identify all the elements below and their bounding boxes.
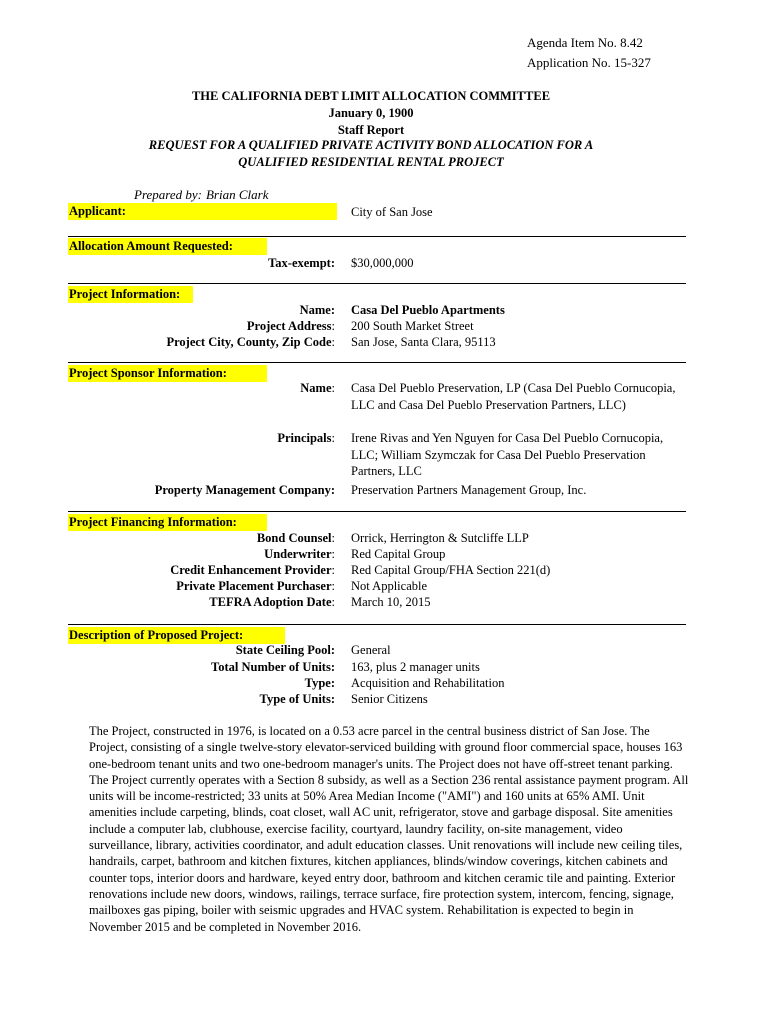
state-ceiling-pool-value: General <box>351 643 391 657</box>
project-address-value: 200 South Market Street <box>351 319 474 333</box>
underwriter-label: Underwriter: <box>264 547 335 561</box>
project-name-value: Casa Del Pueblo Apartments <box>351 303 505 317</box>
project-city-label: Project City, County, Zip Code: <box>166 335 335 349</box>
section-divider <box>68 283 686 284</box>
sponsor-name-label: Name: <box>300 381 335 395</box>
private-placement-value: Not Applicable <box>351 579 428 593</box>
underwriter-value: Red Capital Group <box>351 547 446 561</box>
applicant-value: City of San Jose <box>351 205 433 219</box>
credit-enhancement-label: Credit Enhancement Provider: <box>170 563 335 577</box>
tax-exempt-label: Tax-exempt: <box>268 256 335 270</box>
project-type-value: Acquisition and Rehabilitation <box>351 676 505 690</box>
request-title-line2: QUALIFIED RESIDENTIAL RENTAL PROJECT <box>238 155 504 169</box>
section-divider <box>68 362 686 363</box>
principals-label: Principals: <box>277 431 335 445</box>
bond-counsel-label: Bond Counsel: <box>256 531 335 545</box>
bond-counsel-value: Orrick, Herrington & Sutcliffe LLP <box>351 531 529 545</box>
total-units-label: Total Number of Units: <box>211 660 335 674</box>
tax-exempt-value: $30,000,000 <box>351 256 414 270</box>
report-date: January 0, 1900 <box>328 106 414 120</box>
credit-enhancement-value: Red Capital Group/FHA Section 221(d) <box>351 563 551 577</box>
project-info-heading: Project Information: <box>68 286 193 303</box>
allocation-heading: Allocation Amount Requested: <box>68 238 267 255</box>
section-divider <box>68 236 686 237</box>
request-title-line1: REQUEST FOR A QUALIFIED PRIVATE ACTIVITY BOND ALLOCATION FOR A <box>148 138 594 152</box>
property-management-label: Property Management Company: <box>154 483 335 497</box>
project-city-value: San Jose, Santa Clara, 95113 <box>351 335 496 349</box>
prepared-by <box>134 187 268 203</box>
total-units-value: 163, plus 2 manager units <box>351 660 480 674</box>
unit-type-value: Senior Citizens <box>351 692 428 706</box>
project-type-label: Type: <box>304 676 335 690</box>
applicant-heading: Applicant: <box>68 203 337 220</box>
principals-value: Irene Rivas and Yen Nguyen for Casa Del Pueblo Cornucopia, LLC; William Szymczak for Casa Del Pueblo Preservation Partners, LLC <box>351 431 664 478</box>
unit-type-label: Type of Units: <box>259 692 335 706</box>
section-divider <box>68 511 686 512</box>
agenda-item-number: Agenda Item No. 8.42 <box>527 35 643 50</box>
section-divider <box>68 624 686 625</box>
project-name-label: Name: <box>299 303 335 317</box>
state-ceiling-pool-label: State Ceiling Pool: <box>235 643 335 657</box>
tefra-date-label: TEFRA Adoption Date: <box>209 595 335 609</box>
private-placement-label: Private Placement Purchaser: <box>176 579 335 593</box>
financing-heading: Project Financing Information: <box>68 514 267 531</box>
description-heading: Description of Proposed Project: <box>68 627 285 644</box>
prepared-by-label: Prepared by: <box>134 187 202 202</box>
application-number: Application No. 15-327 <box>527 55 651 70</box>
committee-title: THE CALIFORNIA DEBT LIMIT ALLOCATION COMMITTEE <box>191 89 551 103</box>
project-address-label: Project Address: <box>246 319 335 333</box>
sponsor-heading: Project Sponsor Information: <box>68 365 267 382</box>
tefra-date-value: March 10, 2015 <box>351 595 431 609</box>
project-description-paragraph: The Project, constructed in 1976, is located on a 0.53 acre parcel in the central business district of San Jose. The Project, consisting of a single twelve-story elevator-serviced building with ground floor commercial space, houses 163 one-bedroom tenant units and two one-bedroom manager's units. The Project does not have off-street tenant parking. The Project currently operates with a Section 8 subsidy, as well as a Section 236 rental assistance payment program. All units will be income-restricted; 33 units at 50% Area Median Income ("AMI") and 160 units at 65% AMI. Unit amenities include carpeting, blinds, coat closet, wall AC unit, refrigerator, stove and garbage disposal. Site amenities include a computer lab, clubhouse, exercise facility, courtyard, laundry facility, on-site management, video surveillance, library, activities coordinator, and adult education classes. Unit renovations will include new ceiling tiles, handrails, carpet, bathroom and kitchen fixtures, kitchen appliances, blinds/window coverings, kitchen cabinets and counter tops, interior doors and hardware, keyed entry door, bathroom and kitchen ceramic tile and painting. Exterior renovations include new doors, windows, railings, terrace surface, fire protection system, intercom, fencing, signage, mailboxes gas piping, boiler with seismic upgrades and HVAC system. Rehabilitation is expected to begin in November 2015 and be completed in November 2016. <box>89 724 689 934</box>
report-type: Staff Report <box>337 123 405 137</box>
property-management-value: Preservation Partners Management Group, Inc. <box>351 483 587 497</box>
sponsor-name-value: Casa Del Pueblo Preservation, LP (Casa Del Pueblo Cornucopia, LLC and Casa Del Pueblo Preservation Partners, LLC) <box>351 381 676 412</box>
prepared-by-name: Brian Clark <box>205 187 269 202</box>
